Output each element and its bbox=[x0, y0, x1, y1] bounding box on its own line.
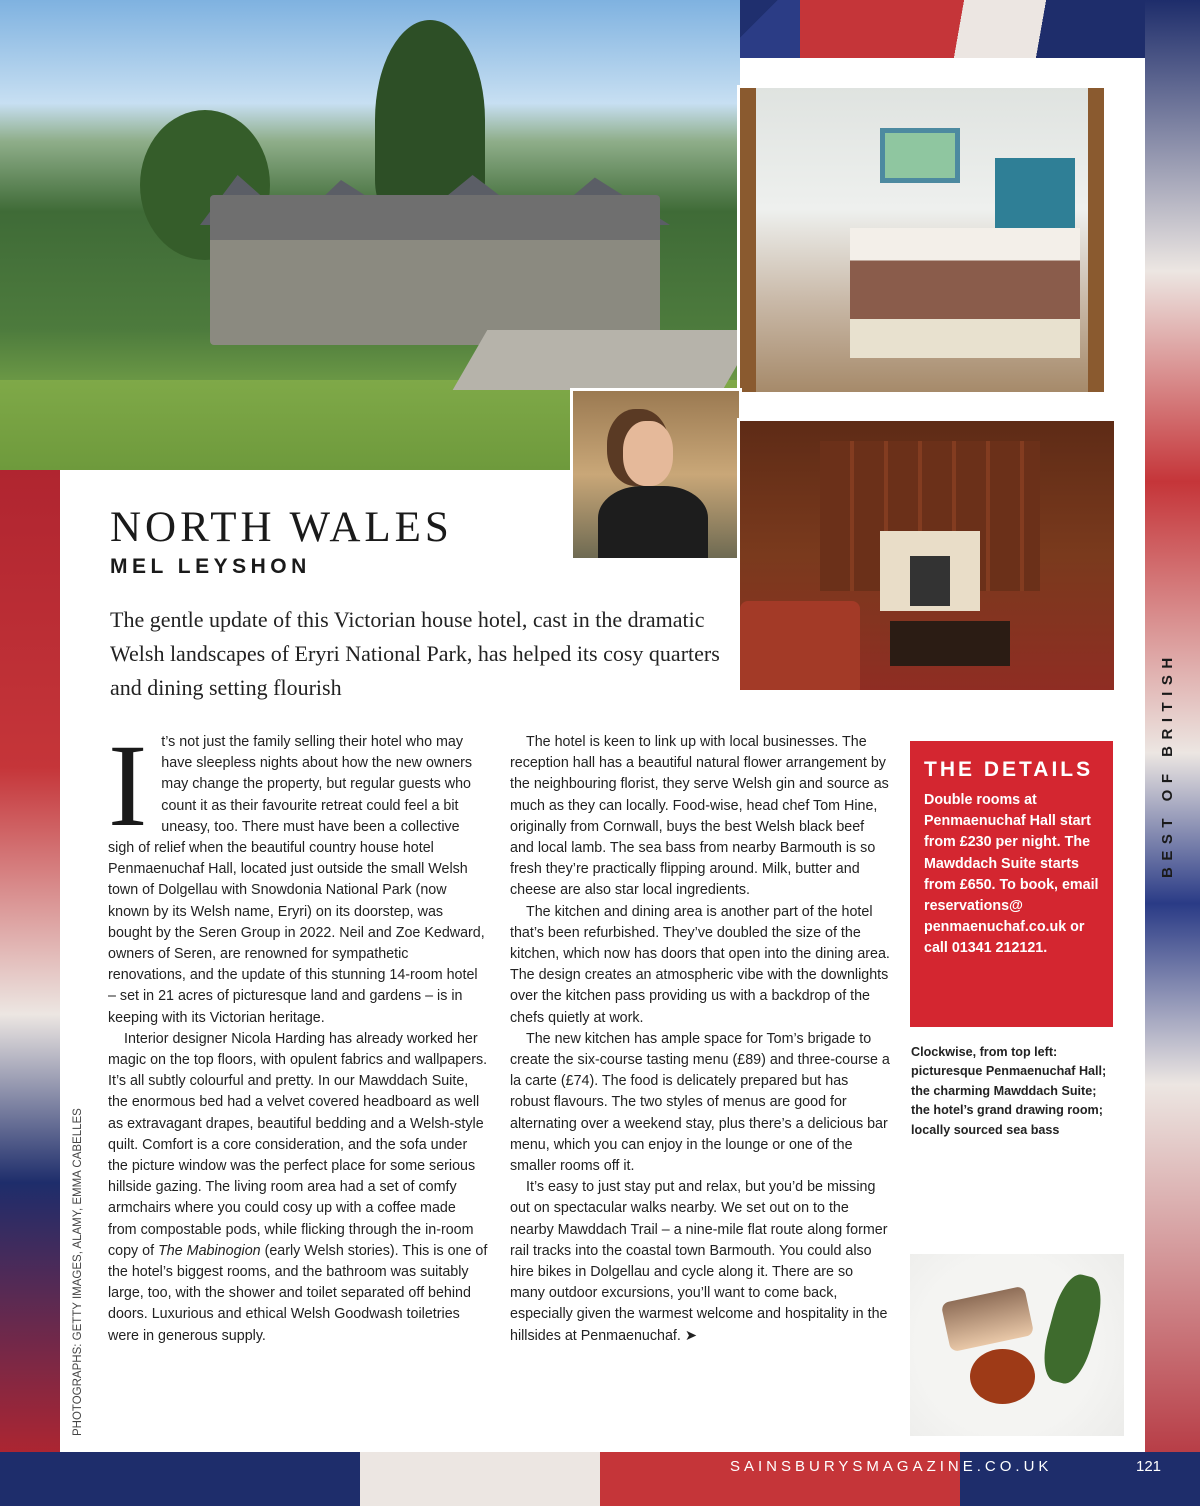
photo-credit: PHOTOGRAPHS: GETTY IMAGES, ALAMY, EMMA CABELLES bbox=[72, 1108, 84, 1436]
mawddach-suite-photo bbox=[737, 85, 1107, 395]
details-heading: THE DETAILS bbox=[924, 758, 1094, 781]
footer-website: SAINSBURYSMAGAZINE.CO.UK bbox=[730, 1458, 1053, 1475]
content-area bbox=[60, 58, 1176, 1452]
paragraph: Interior designer Nicola Harding has already worked her magic on the top floors, with opulent fabrics and wallpapers. It’s all subtly colourful and pretty. In our Mawddach Suite, the enormous bed had a velvet covered headboard as well as extravagant drapes, beautiful bedding and a Welsh-style quilt. Comfort is a core consideration, and the sofa under the picture window was the perfect place for some serious hillside gazing. The living room area had a set of comfy armchairs where you could cosy up with a coffee made from compostable pods, while flicking through the in-room copy of The Mabinogion (early Welsh stories). This is one of the hotel’s biggest rooms, and the bathroom was suitably large, too, with the shower and toilet separated off behind doors. Luxurious and ethical Welsh Goodwash toiletries were in generous supply. bbox=[108, 1030, 488, 1344]
drop-cap: I bbox=[108, 720, 148, 851]
article-title: NORTH WALES bbox=[110, 504, 453, 551]
flag-background-left bbox=[0, 470, 60, 1460]
body-column-1 bbox=[108, 720, 488, 1347]
paragraph: It’s easy to just stay put and relax, but you’d be missing out on spectacular walks nearby. We set out on to the nearby Mawddach Trail – a nine-mile flat route along former rail tracks into the coastal town Barmouth. You could also hire bikes in Dolgellau and cycle along it. There are so many outdoor excursions, you’ll want to come back, especially given the warmest welcome and hospitality in the hillsides at Penmaenuchaf. ➤ bbox=[510, 1179, 888, 1344]
flag-background-top bbox=[800, 0, 1200, 58]
paragraph: The kitchen and dining area is another part of the hotel that’s been refurbished. They’ve doubled the size of the kitchen, which now has doors that open into the dining area. The design creates an atmospheric vibe with the downlights over the kitchen pass providing us with a backdrop of the chefs quietly at work. bbox=[510, 903, 890, 1026]
section-label: BEST OF BRITISH bbox=[1159, 651, 1176, 878]
sea-bass-photo bbox=[910, 1254, 1124, 1436]
article-author: MEL LEYSHON bbox=[110, 555, 311, 578]
author-portrait-photo bbox=[570, 388, 742, 561]
details-box bbox=[910, 741, 1113, 1027]
page-number: 121 bbox=[1136, 1458, 1162, 1475]
paragraph: The new kitchen has ample space for Tom’s brigade to create the six-course tasting menu (£89) and three-course a la carte (£74). The food is delicately prepared but has robust flavours. The two styles of menus are good for alternating over a weekend stay, plus there’s a delicious bar menu, which you can enjoy in the lounge or one of the smaller rooms off it. bbox=[510, 1030, 890, 1175]
paragraph: The hotel is keen to link up with local businesses. The reception hall has a beautiful natural flower arrangement by the neighbouring florist, they serve Welsh gin and source as much as they can locally. Food-wise, head chef Tom Hine, originally from Cornwall, buys the best Welsh black beef and local lamb. The sea bass from nearby Barmouth is so fresh they’re practically flipping around. Milk, butter and cheese are also star local ingredients. bbox=[510, 734, 889, 899]
details-body: Double rooms at Penmaenuchaf Hall start from £230 per night. The Mawddach Suite starts from £650. To book, email reservations@ penmaenuchaf.co.uk or call 01341 212121. bbox=[924, 792, 1099, 957]
photo-caption: Clockwise, from top left: picturesque Penmaenuchaf Hall; the charming Mawddach Suite; the hotel’s grand drawing room; locally sourced sea bass bbox=[911, 1045, 1107, 1137]
book-title: The Mabinogion bbox=[158, 1242, 261, 1259]
drawing-room-photo bbox=[737, 418, 1117, 693]
body-column-2 bbox=[510, 732, 890, 1347]
paragraph: t’s not just the family selling their hotel who may have sleepless nights about how the new owners may change the property, but regular guests who count it as their favourite retreat could feel a bit uneasy, too. There must have been a collective sigh of relief when the beautiful country house hotel Penmaenuchaf Hall, located just outside the small Welsh town of Dolgellau with Snowdonia National Park (now known by its Welsh name, Eryri) on its doorstep, was bought by the Seren Group in 2022. Neil and Zoe Kedward, owners of Seren, are renowned for sympathetic renovations, and the update of this stunning 14-room hotel – set in 21 acres of picturesque land and gardens – is in keeping with its Victorian heritage. bbox=[108, 734, 485, 1026]
article-standfirst: The gentle update of this Victorian house hotel, cast in the dramatic Welsh landscapes of Eryri National Park, has helped its cosy quarters and dining setting flourish bbox=[110, 607, 720, 700]
